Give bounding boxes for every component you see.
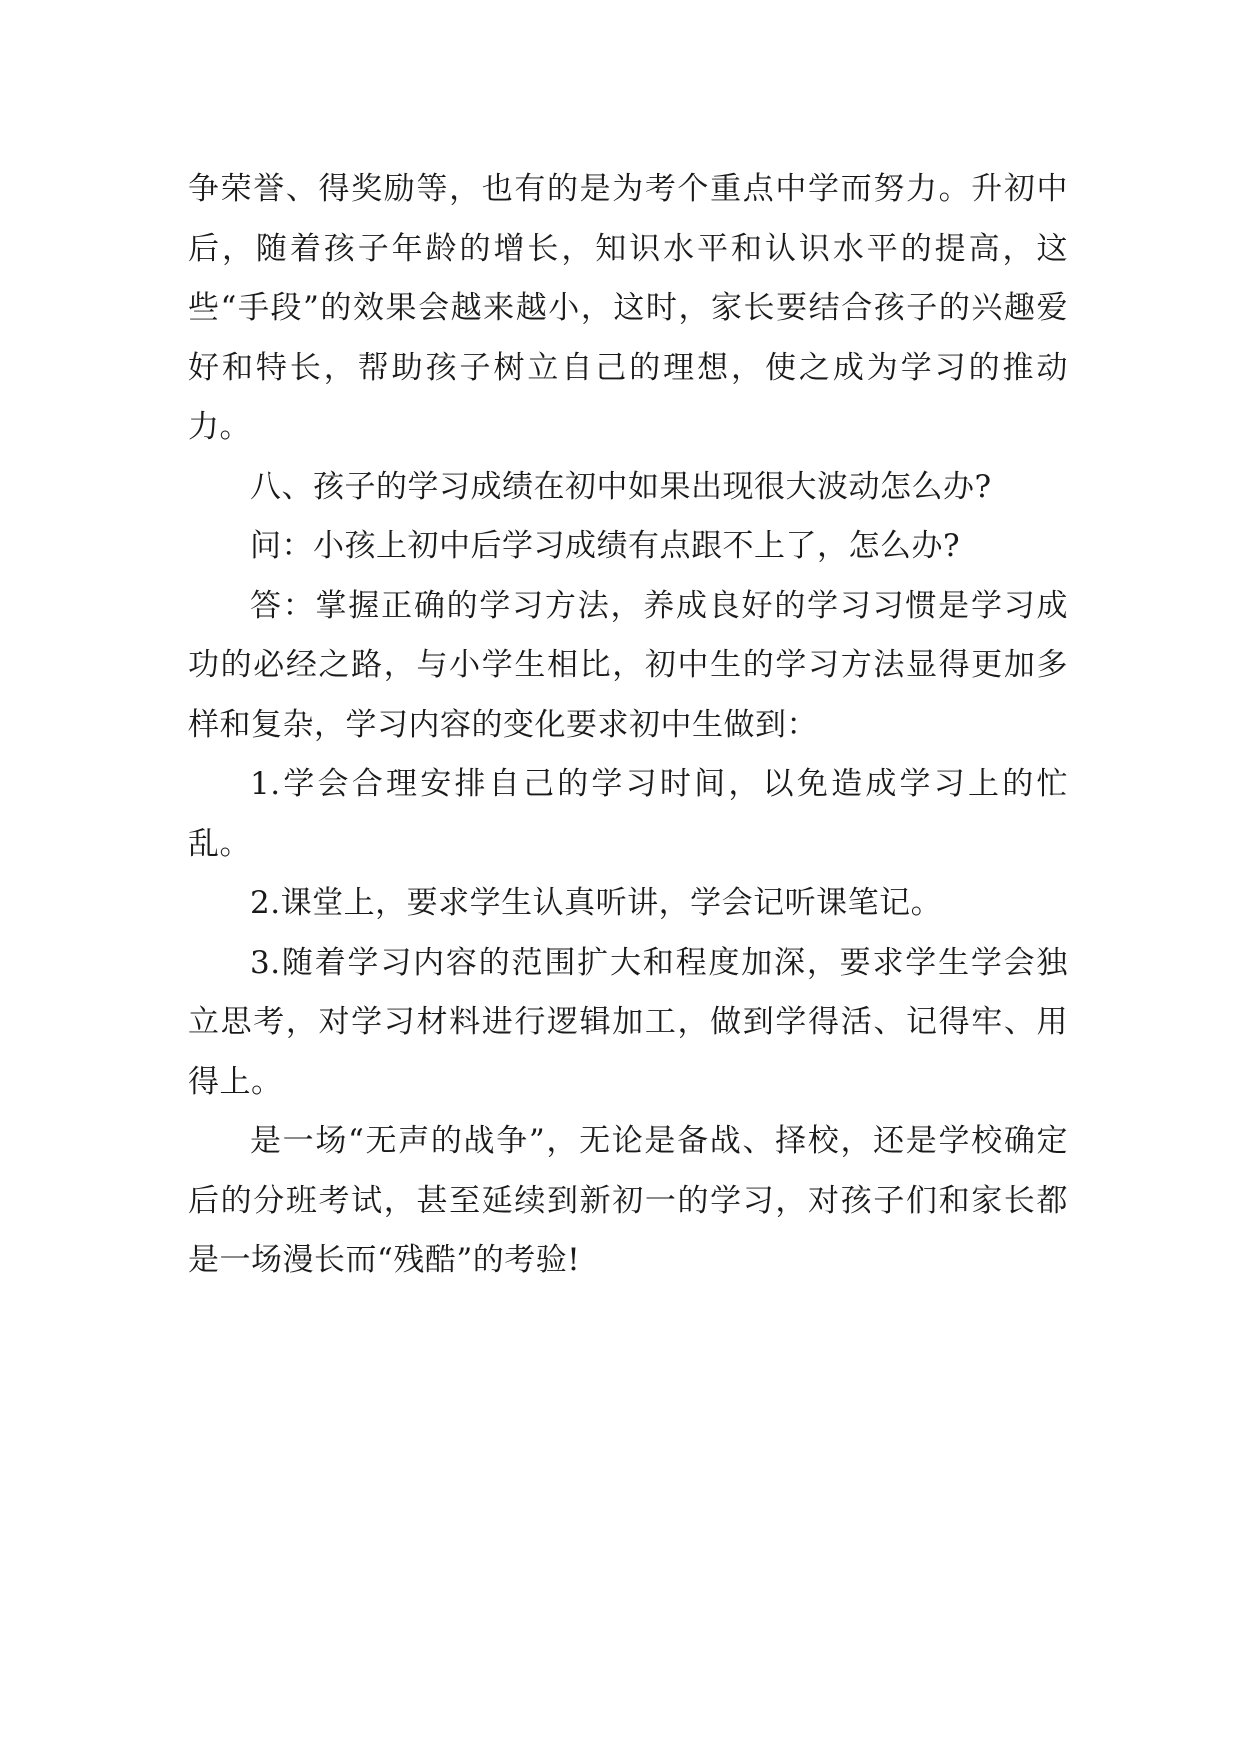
list-item-2: 2.课堂上，要求学生认真听讲，学会记听课笔记。 <box>250 885 943 921</box>
answer-paragraph: 答：掌握正确的学习方法，养成良好的学习习惯是学习成功的必经之路，与小学生相比，初中生的学习方法显得更加多样和复杂，学习内容的变化要求初中生做到： <box>188 587 1068 743</box>
list-item-1: 1.学会合理安排自己的学习时间，以免造成学习上的忙乱。 <box>188 766 1068 862</box>
question-paragraph: 问：小孩上初中后学习成绩有点跟不上了，怎么办? <box>250 528 961 564</box>
document-body <box>188 160 1068 1291</box>
paragraph-continuation: 争荣誉、得奖励等，也有的是为考个重点中学而努力。升初中后，随着孩子年龄的增长，知识水平和认识水平的提高，这些“手段”的效果会越来越小，这时，家长要结合孩子的兴趣爱好和特长，帮助孩子树立自己的理想，使之成为学习的推动力。 <box>188 171 1068 445</box>
section-heading-eight: 八、孩子的学习成绩在初中如果出现很大波动怎么办? <box>250 468 992 505</box>
closing-paragraph: 是一场“无声的战争”，无论是备战、择校，还是学校确定后的分班考试，甚至延续到新初一的学习，对孩子们和家长都是一场漫长而“残酷”的考验! <box>188 1123 1068 1278</box>
list-item-3: 3.随着学习内容的范围扩大和程度加深，要求学生学会独立思考，对学习材料进行逻辑加工，做到学得活、记得牢、用得上。 <box>188 944 1068 1100</box>
